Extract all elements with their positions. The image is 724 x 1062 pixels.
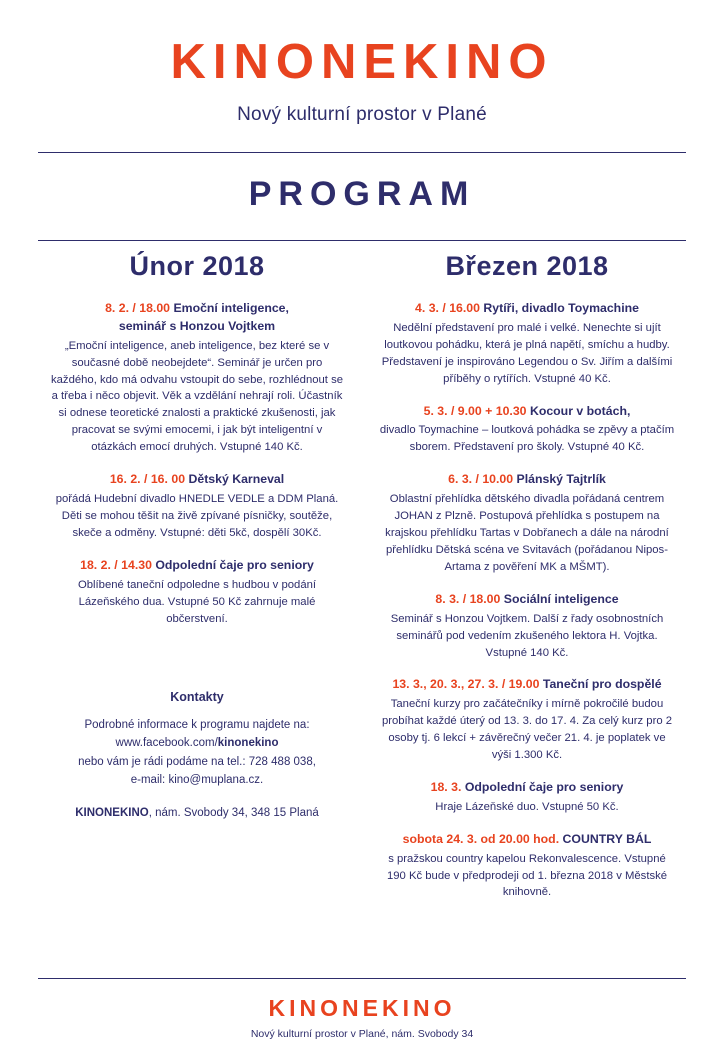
event-item: [378, 591, 676, 662]
event-item: [48, 300, 346, 456]
event-date: 13. 3., 20. 3., 27. 3. / 19.00: [392, 677, 540, 692]
footer-brand: KINONEKINO: [268, 995, 456, 1021]
event-heading: [48, 300, 346, 336]
event-heading: [48, 557, 346, 575]
event-name: Dětský Karneval: [188, 472, 285, 487]
event-date: 18. 2. / 14.30: [80, 557, 152, 572]
month-column-february: [38, 251, 362, 916]
event-date: 5. 3. / 9.00 + 10.30: [423, 403, 527, 418]
event-item: [378, 779, 676, 816]
divider-top: [38, 152, 686, 153]
event-description: Hraje Lázeňské duo. Vstupné 50 Kč.: [435, 800, 619, 813]
contacts-facebook-prefix: www.facebook.com/: [115, 737, 218, 750]
event-item: [378, 831, 676, 902]
event-description: Nedělní představení pro malé i velké. Nenechte si ujít loutkovou pohádku, která je plná napětí, smíchu a hudby. Představení je inspirováno Legendou o Sv. Jiřím a dalšími příběhy o rytířích. Vstupné 40 Kč.: [381, 321, 673, 385]
event-item: [378, 471, 676, 576]
event-heading: [378, 300, 676, 318]
contacts-address: [48, 804, 346, 822]
contacts-venue-name: KINONEKINO: [75, 807, 149, 819]
contacts-line-1: Podrobné informace k programu najdete na:: [84, 718, 310, 731]
event-item: [378, 300, 676, 388]
event-heading: [378, 779, 676, 797]
event-heading: [378, 591, 676, 609]
event-description: „Emoční inteligence, aneb inteligence, bez které se v současné době neobejdete“. Seminář je určen pro každého, kdo má odvahu vstoupit do sebe, rozhlédnout se a třeba i něco objevit. Věk a vzdělání nehrají roli. Účastník si odnese teoretické znalosti a praktické zkušenosti, jak pracovat se svými emocemi, i jak být inteligentní v otázkách emocí druhých. Vstupné 140 Kč.: [50, 339, 344, 454]
poster-page: [0, 35, 724, 1062]
event-heading: [378, 471, 676, 489]
event-date: sobota 24. 3. od 20.00 hod.: [402, 831, 560, 846]
event-date: 16. 2. / 16. 00: [109, 472, 186, 487]
event-name-line2: seminář s Honzou Vojtkem: [118, 318, 276, 333]
program-columns: [38, 251, 686, 916]
page-subtitle: Nový kulturní prostor v Plané: [237, 104, 487, 125]
event-description: s pražskou country kapelou Rekonvalescence. Vstupné 190 Kč bude v předprodeji od 1. března 2018 v Městské knihovně.: [386, 852, 668, 899]
event-date: 8. 3. / 18.00: [435, 591, 501, 606]
page-title: KINONEKINO: [170, 35, 554, 89]
event-name: Rytíři, divadlo Toymachine: [483, 301, 639, 315]
footer-subtitle: Nový kulturní prostor v Plané, nám. Svobody 34: [250, 1028, 474, 1040]
event-date: 8. 2. / 18.00: [105, 301, 171, 315]
contacts-block: [48, 690, 346, 823]
contacts-email-line: e-mail: kino@muplana.cz.: [130, 774, 264, 787]
event-description: Taneční kurzy pro začátečníky i mírně pokročilé budou probíhat každé úterý od 13. 3. do 17. 4. Za celý kurz pro 2 osoby tj. 6 lekcí + závěrečný večer 21. 4. je poplatek ve výši 1.300 Kč.: [381, 698, 673, 762]
event-item: [378, 403, 676, 457]
contacts-phone-line: nebo vám je rádi podáme na tel.: 728 488 038,: [78, 755, 316, 768]
event-heading: [378, 831, 676, 849]
event-date: 18. 3.: [430, 780, 462, 795]
event-item: [48, 471, 346, 542]
event-item: [48, 557, 346, 628]
event-heading: [48, 471, 346, 489]
page-footer: [38, 970, 686, 1040]
event-name: Kocour v botách,: [529, 403, 631, 418]
event-name: COUNTRY BÁL: [562, 831, 652, 846]
event-item: [378, 676, 676, 764]
event-name: Taneční pro dospělé: [542, 677, 662, 692]
event-date: 4. 3. / 16.00: [415, 301, 480, 315]
contacts-venue-address: , nám. Svobody 34, 348 15 Planá: [148, 807, 319, 819]
event-description: pořádá Hudební divadlo HNEDLE VEDLE a DDM Planá. Děti se mohou těšit na živě zpívané písničky, soutěže, skeče a odměny. Vstupné: děti 5kč, dospělí 30Kč.: [55, 493, 339, 539]
event-date: 6. 3. / 10.00: [448, 472, 514, 487]
event-name: Odpolední čaje pro seniory: [155, 557, 314, 572]
event-name: Plánský Tajtrlík: [516, 472, 606, 487]
event-name: Odpolední čaje pro seniory: [464, 780, 624, 795]
month-column-march: [362, 251, 686, 916]
program-heading: PROGRAM: [248, 175, 476, 213]
event-description: divadlo Toymachine – loutková pohádka se zpěvy a ptačím sborem. Představení pro školy. Vstupné 40 Kč.: [379, 424, 675, 454]
contacts-info: [48, 716, 346, 791]
divider-program: [38, 240, 686, 241]
contacts-facebook-handle: kinonekino: [217, 737, 279, 750]
event-heading: [378, 676, 676, 694]
event-name: Sociální inteligence: [503, 591, 619, 606]
contacts-heading: Kontakty: [170, 689, 224, 704]
divider-footer: [38, 978, 686, 979]
month-heading: Březen 2018: [445, 251, 609, 281]
event-name: Emoční inteligence,: [173, 301, 289, 315]
month-heading: Únor 2018: [129, 251, 265, 281]
event-description: Seminář s Honzou Vojtkem. Další z řady osobnostních seminářů pod vedením zkušeného lektora H. Vojtka. Vstupné 140 Kč.: [390, 612, 664, 659]
event-heading: [378, 403, 676, 421]
event-description: Oblastní přehlídka dětského divadla pořádaná centrem JOHAN z Plzně. Postupová přehlídka s postupem na krajskou přehlídku Tartas v Dobřanech a dále na národní přehlídku Dětská scéna ve Svitavách (pořádanou Nipos-Artama z pověření MK a MŠMT).: [385, 493, 669, 573]
event-description: Oblíbené taneční odpoledne s hudbou v podání Lázeňského dua. Vstupné 50 Kč zahrnuje malé občerstvení.: [77, 578, 317, 625]
